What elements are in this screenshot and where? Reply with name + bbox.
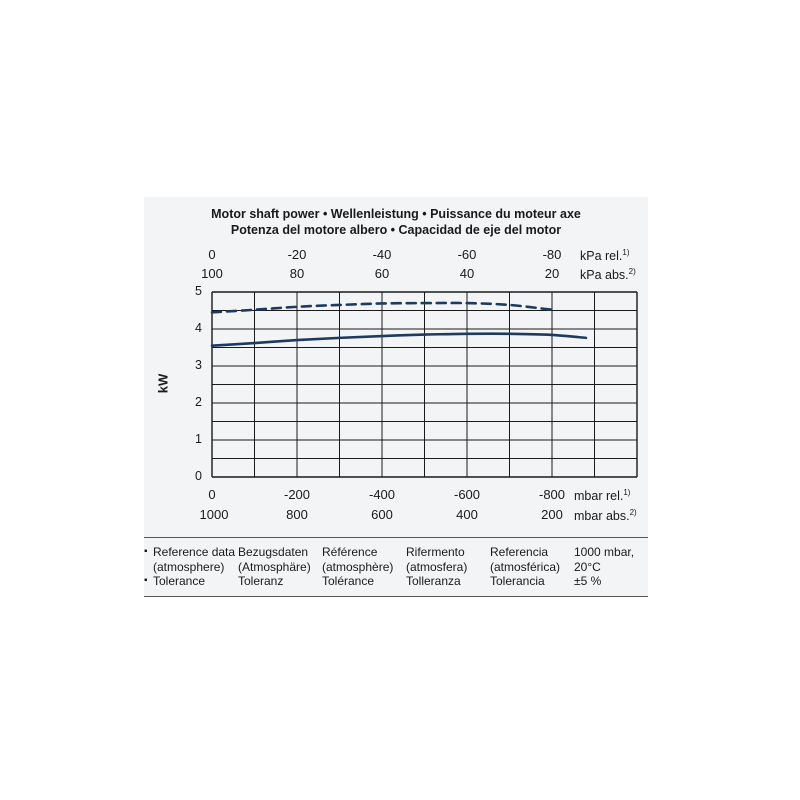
reference-col-values: 1000 mbar, 20°C ±5 % <box>574 545 635 588</box>
bottom-tick-mbar-abs: 800 <box>286 507 308 522</box>
reference-col-it: Rifermento (atmosfera) Tolleranza <box>406 545 468 588</box>
bottom-unit-mbar-rel: mbar rel.$^{1)}$ <box>574 488 631 504</box>
top-tick-kpa-abs: 20 <box>544 266 560 281</box>
top-tick-kpa-rel: 0 <box>208 247 216 262</box>
reference-col-fr: Référence (atmosphère) Tolérance <box>322 545 394 588</box>
y-tick-label: 5 <box>195 284 202 298</box>
bottom-unit-mbar-abs: mbar abs.$^{2)}$ <box>574 508 637 524</box>
y-tick-label: 1 <box>195 432 202 446</box>
bullet-tolerance: ▪ <box>144 575 148 586</box>
bottom-tick-mbar-abs: 600 <box>371 507 393 522</box>
reference-col-es: Referencia (atmosférica) Tolerancia <box>490 545 561 588</box>
y-tick-label: 3 <box>195 358 202 372</box>
table-top-rule <box>144 537 648 538</box>
chart-grid <box>212 292 637 477</box>
bullet-reference: ▪ <box>144 546 148 557</box>
bottom-tick-mbar-rel: -400 <box>368 487 396 502</box>
y-tick-label: 2 <box>195 395 202 409</box>
y-axis-label: kW <box>155 373 171 394</box>
top-tick-kpa-abs: 40 <box>459 266 475 281</box>
y-tick-label: 4 <box>195 321 202 335</box>
top-unit-kpa-rel: kPa rel.$^{1)}$ <box>580 248 630 264</box>
top-tick-kpa-rel: -20 <box>287 247 307 262</box>
top-unit-kpa-abs: kPa abs.$^{2)}$ <box>580 267 636 283</box>
top-tick-kpa-abs: 60 <box>374 266 390 281</box>
chart-title-line1: Motor shaft power • Wellenleistung • Puissance du moteur axe <box>211 207 581 221</box>
top-tick-kpa-rel: -80 <box>542 247 562 262</box>
bottom-tick-mbar-abs: 1000 <box>199 507 229 522</box>
reference-bullets <box>144 545 148 589</box>
bottom-tick-mbar-abs: 200 <box>541 507 563 522</box>
top-tick-kpa-rel: -60 <box>457 247 477 262</box>
bottom-tick-mbar-abs: 400 <box>456 507 478 522</box>
chart-series <box>212 303 586 346</box>
y-tick-label: 0 <box>195 469 202 483</box>
bottom-tick-mbar-rel: -200 <box>283 487 311 502</box>
top-tick-kpa-abs: 80 <box>289 266 305 281</box>
top-tick-kpa-rel: -40 <box>372 247 392 262</box>
chart-title-line2: Potenza del motore albero • Capacidad de eje del motor <box>230 223 562 237</box>
top-tick-kpa-abs: 100 <box>201 266 223 281</box>
reference-col-en: Reference data (atmosphere) Tolerance <box>153 545 236 588</box>
bottom-tick-mbar-rel: -800 <box>538 487 566 502</box>
reference-col-de: Bezugsdaten (Atmosphäre) Toleranz <box>238 545 311 588</box>
bottom-tick-mbar-rel: 0 <box>208 487 216 502</box>
table-bottom-rule <box>144 596 648 597</box>
series-line-solid <box>212 334 586 346</box>
bottom-tick-mbar-rel: -600 <box>453 487 481 502</box>
